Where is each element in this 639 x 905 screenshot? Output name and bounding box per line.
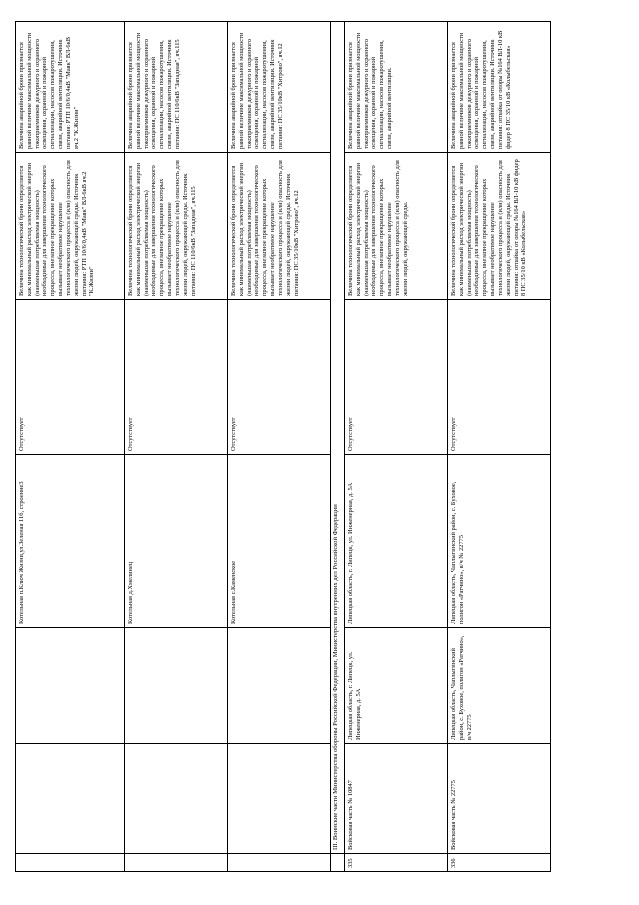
- section-header-row: [331, 22, 345, 872]
- emergency-reserve-description: Величина технологической брони определяется как минимальный расход электрической энергии (наименьшая потребляемая мощность) необходимые для завершения технологического процесса, внезапное прекращение которых вызывает необратимое нарушение технологического процесса и (или) опасность для жизни людей, окружающей среды. Источник питания: ПС 35/10кВ "Хитрово", яч.12: [228, 153, 331, 300]
- row-number: [125, 854, 228, 872]
- consumer-address: [228, 628, 331, 744]
- section-number-cell: [331, 854, 345, 872]
- rotated-table-container: [15, 22, 615, 872]
- technological-reserve: Отсутствует: [345, 300, 448, 455]
- safety-reserve-description: Величина аварийной брони признается равной величине максимальной мощности токоприемников дежурного и охранного освещения, охранной и пожарной сигнализации, насосов пожаротушения, связи, аварийной вентиляции. Источник питания: отпайка от опоры №164 ВЛ-10 кВ фидер 8 ПС 35/10 кВ «Колыбельская»: [448, 22, 551, 153]
- row-number: 335: [345, 854, 448, 872]
- table-row: [228, 22, 331, 872]
- object-name: Котельная д.Хмелинец: [125, 455, 228, 628]
- safety-reserve-description: Величина аварийной брони признается равной величине максимальной мощности токоприемников дежурного и охранного освещения, охранной и пожарной сигнализации, насосов пожаротушения, связи, аварийной вентиляции. Источник питания: РТП 10/6/0,4кВ "Маяк" ВЛ-6кВ яч.2 "К.Жизни": [16, 22, 125, 153]
- consumer-address: [16, 628, 125, 744]
- table-row: [125, 22, 228, 872]
- emergency-reserve-description: Величина технологической брони определяется как минимальный расход электрической энергии (наименьшая потребляемая мощность) необходимые для завершения технологического процесса, внезапное прекращение которых вызывает необратимое нарушение технологического процесса и (или) опасность для жизни людей, окружающей среды. Источник питания: РТП 10/6/0,4кВ "Маяк" ВЛ-6кВ яч.2 "К.Жизни": [16, 153, 125, 300]
- table-row: [345, 22, 448, 872]
- consumer-name: Войсковая часть № 10847: [345, 744, 448, 854]
- object-name: Котельная п.Ключ Жизни,ул.Зеленая 11б, строение3: [16, 455, 125, 628]
- consumer-name: Войсковая часть № 22775: [448, 744, 551, 854]
- consumer-name: [228, 744, 331, 854]
- consumer-name: [16, 744, 125, 854]
- row-number: [16, 854, 125, 872]
- object-name: Котельная с.Каменское: [228, 455, 331, 628]
- section-title: III. Воинские части Министерства обороны Российской Федерации, Министерства внутренних дел Российской Федерации: [331, 22, 345, 854]
- object-name: Липецкая область, Чаплыгинский район, с. Буховое, полигон «Ратчино», в/ч № 22775: [448, 455, 551, 628]
- emergency-reserve-description: Величина технологической брони определяется как минимальный расход электрической энергии (наименьшая потребляемая мощность) необходимые для завершения технологического процесса, внезапное прекращение которых вызывает необратимое нарушение технологического процесса и (или) опасность для жизни людей, окружающей среды. Источник питания: ПС 110/6кВ "Западная", яч.115: [125, 153, 228, 300]
- technological-reserve: Отсутствует: [16, 300, 125, 455]
- safety-reserve-description: Величина аварийной брони признается равной величине максимальной мощности токоприемников дежурного и охранного освещения, охранной и пожарной сигнализации, насосов пожаротушения, связи, аварийной вентиляции. Источник питания: ПС 35/10кВ "Хитрово", яч.12: [228, 22, 331, 153]
- safety-reserve-description: Величина аварийной брони признается равной величине максимальной мощности токоприемников дежурного и охранного освещения, охранной и пожарной сигнализации, насосов пожаротушения, связи, аварийной вентиляции.: [345, 22, 448, 153]
- technological-reserve: Отсутствует: [228, 300, 331, 455]
- table-row: [448, 22, 551, 872]
- consumer-name: [125, 744, 228, 854]
- technological-reserve: Отсутствует: [448, 300, 551, 455]
- technological-reserve: Отсутствует: [125, 300, 228, 455]
- consumer-address: Липецкая область, г. Липецк, ул. Инженерная, д. 5А: [345, 628, 448, 744]
- emergency-reserve-description: Величина технологической брони определяется как минимальный расход электрической энергии (наименьшая потребляемая мощность) необходимые для завершения технологического процесса, внезапное прекращение которых вызывает необратимое нарушение технологического процесса и (или) опасность для жизни людей, окружающей среды. Источник питания: отпайка от опоры №164 ВЛ-10 кВ фидер 8 ПС 35/10 кВ «Колыбельская»: [448, 153, 551, 300]
- row-number: [228, 854, 331, 872]
- consumer-address: Липецкая область, Чаплыгинский район, с. Буховое, полигон «Ратчино», в/ч 22775: [448, 628, 551, 744]
- reserve-table: [15, 21, 551, 872]
- row-number: 336: [448, 854, 551, 872]
- consumer-address: [125, 628, 228, 744]
- safety-reserve-description: Величина аварийной брони признается равной величине максимальной мощности токоприемников дежурного и охранного освещения, охранной и пожарной сигнализации, насосов пожаротушения, связи, аварийной вентиляции. Источник питания: ПС 110/6кВ "Западная", яч.115: [125, 22, 228, 153]
- emergency-reserve-description: Величина технологической брони определяется как минимальный расход электрической энергии (наименьшая потребляемая мощность) необходимые для завершения технологического процесса, внезапное прекращение которых вызывает необратимое нарушение технологического процесса и (или) опасность для жизни людей, окружающей среды.: [345, 153, 448, 300]
- table-row: [16, 22, 125, 872]
- object-name: Липецкая область, г. Липецк, ул. Инженерная, д. 5А: [345, 455, 448, 628]
